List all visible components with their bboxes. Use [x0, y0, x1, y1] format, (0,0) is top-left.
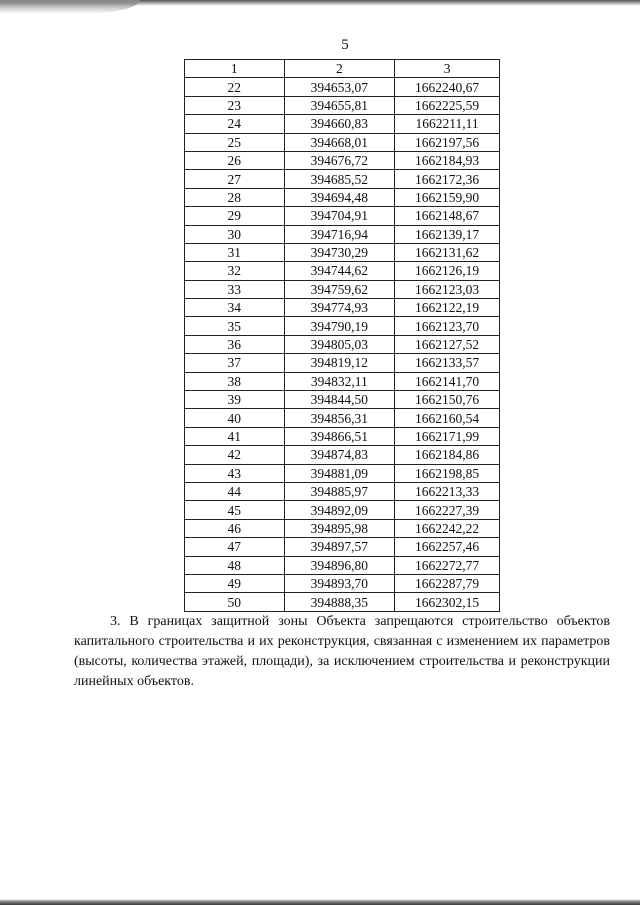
- x-coordinate-cell: 394888,35: [284, 593, 395, 611]
- restriction-paragraph: 3. В границах защитной зоны Объекта запрещаются строительство объектов капитального строительства и их реконструкция, связанная с изменением их параметров (высоты, количества этажей, площади), за исключением строительства и реконструкции линейных объектов.: [74, 614, 610, 689]
- y-coordinate-cell: 1662133,57: [395, 354, 500, 372]
- point-number-cell: 42: [185, 446, 285, 464]
- y-coordinate-cell: 1662184,93: [395, 151, 500, 169]
- table-row: [185, 115, 500, 133]
- point-number-cell: 48: [185, 556, 285, 574]
- x-coordinate-cell: 394874,83: [284, 446, 395, 464]
- y-coordinate-cell: 1662122,19: [395, 299, 500, 317]
- header-point-number: 1: [185, 60, 285, 78]
- point-number-cell: 40: [185, 409, 285, 427]
- table-row: [185, 391, 500, 409]
- y-coordinate-cell: 1662257,46: [395, 538, 500, 556]
- table-row: [185, 538, 500, 556]
- x-coordinate-cell: 394704,91: [284, 207, 395, 225]
- y-coordinate-cell: 1662287,79: [395, 574, 500, 592]
- point-number-cell: 22: [185, 78, 285, 96]
- point-number-cell: 39: [185, 391, 285, 409]
- table-row: [185, 427, 500, 445]
- y-coordinate-cell: 1662148,67: [395, 207, 500, 225]
- x-coordinate-cell: 394881,09: [284, 464, 395, 482]
- table-row: [185, 207, 500, 225]
- y-coordinate-cell: 1662126,19: [395, 262, 500, 280]
- x-coordinate-cell: 394685,52: [284, 170, 395, 188]
- y-coordinate-cell: 1662272,77: [395, 556, 500, 574]
- y-coordinate-cell: 1662240,67: [395, 78, 500, 96]
- x-coordinate-cell: 394856,31: [284, 409, 395, 427]
- table-row: [185, 574, 500, 592]
- point-number-cell: 31: [185, 243, 285, 261]
- y-coordinate-cell: 1662127,52: [395, 335, 500, 353]
- table-row: [185, 446, 500, 464]
- table-header-row: [185, 60, 500, 78]
- table-row: [185, 188, 500, 206]
- coordinates-table: [184, 59, 500, 612]
- point-number-cell: 26: [185, 151, 285, 169]
- x-coordinate-cell: 394832,11: [284, 372, 395, 390]
- x-coordinate-cell: 394774,93: [284, 299, 395, 317]
- x-coordinate-cell: 394744,62: [284, 262, 395, 280]
- x-coordinate-cell: 394892,09: [284, 501, 395, 519]
- point-number-cell: 47: [185, 538, 285, 556]
- table-row: [185, 409, 500, 427]
- table-row: [185, 96, 500, 114]
- table-row: [185, 464, 500, 482]
- point-number-cell: 43: [185, 464, 285, 482]
- x-coordinate-cell: 394893,70: [284, 574, 395, 592]
- x-coordinate-cell: 394730,29: [284, 243, 395, 261]
- x-coordinate-cell: 394653,07: [284, 78, 395, 96]
- point-number-cell: 50: [185, 593, 285, 611]
- x-coordinate-cell: 394668,01: [284, 133, 395, 151]
- x-coordinate-cell: 394896,80: [284, 556, 395, 574]
- table-body: [185, 78, 500, 611]
- point-number-cell: 35: [185, 317, 285, 335]
- point-number-cell: 38: [185, 372, 285, 390]
- table-row: [185, 133, 500, 151]
- scan-shadow-top-left: [0, 0, 140, 14]
- x-coordinate-cell: 394790,19: [284, 317, 395, 335]
- y-coordinate-cell: 1662184,86: [395, 446, 500, 464]
- y-coordinate-cell: 1662302,15: [395, 593, 500, 611]
- table-row: [185, 151, 500, 169]
- point-number-cell: 34: [185, 299, 285, 317]
- x-coordinate-cell: 394655,81: [284, 96, 395, 114]
- y-coordinate-cell: 1662139,17: [395, 225, 500, 243]
- point-number-cell: 30: [185, 225, 285, 243]
- point-number-cell: 33: [185, 280, 285, 298]
- table-row: [185, 354, 500, 372]
- table-row: [185, 317, 500, 335]
- x-coordinate-cell: 394844,50: [284, 391, 395, 409]
- point-number-cell: 36: [185, 335, 285, 353]
- point-number-cell: 27: [185, 170, 285, 188]
- point-number-cell: 28: [185, 188, 285, 206]
- scan-edge-bottom: [0, 899, 640, 905]
- point-number-cell: 49: [185, 574, 285, 592]
- y-coordinate-cell: 1662211,11: [395, 115, 500, 133]
- x-coordinate-cell: 394885,97: [284, 482, 395, 500]
- table-row: [185, 243, 500, 261]
- point-number-cell: 23: [185, 96, 285, 114]
- point-number-cell: 32: [185, 262, 285, 280]
- point-number-cell: 24: [185, 115, 285, 133]
- y-coordinate-cell: 1662150,76: [395, 391, 500, 409]
- table-row: [185, 299, 500, 317]
- x-coordinate-cell: 394895,98: [284, 519, 395, 537]
- table-row: [185, 519, 500, 537]
- point-number-cell: 46: [185, 519, 285, 537]
- table-row: [185, 78, 500, 96]
- x-coordinate-cell: 394897,57: [284, 538, 395, 556]
- y-coordinate-cell: 1662198,85: [395, 464, 500, 482]
- y-coordinate-cell: 1662227,39: [395, 501, 500, 519]
- point-number-cell: 37: [185, 354, 285, 372]
- y-coordinate-cell: 1662123,70: [395, 317, 500, 335]
- point-number-cell: 25: [185, 133, 285, 151]
- page-number: 5: [341, 37, 349, 53]
- x-coordinate-cell: 394759,62: [284, 280, 395, 298]
- y-coordinate-cell: 1662123,03: [395, 280, 500, 298]
- y-coordinate-cell: 1662131,62: [395, 243, 500, 261]
- y-coordinate-cell: 1662141,70: [395, 372, 500, 390]
- header-y-coordinate: 3: [395, 60, 500, 78]
- x-coordinate-cell: 394716,94: [284, 225, 395, 243]
- point-number-cell: 29: [185, 207, 285, 225]
- x-coordinate-cell: 394805,03: [284, 335, 395, 353]
- x-coordinate-cell: 394694,48: [284, 188, 395, 206]
- table-row: [185, 170, 500, 188]
- x-coordinate-cell: 394866,51: [284, 427, 395, 445]
- table-row: [185, 593, 500, 611]
- table-row: [185, 262, 500, 280]
- table-row: [185, 335, 500, 353]
- table-row: [185, 556, 500, 574]
- table-row: [185, 501, 500, 519]
- point-number-cell: 45: [185, 501, 285, 519]
- y-coordinate-cell: 1662213,33: [395, 482, 500, 500]
- point-number-cell: 41: [185, 427, 285, 445]
- x-coordinate-cell: 394676,72: [284, 151, 395, 169]
- table-row: [185, 225, 500, 243]
- header-x-coordinate: 2: [284, 60, 395, 78]
- y-coordinate-cell: 1662197,56: [395, 133, 500, 151]
- y-coordinate-cell: 1662160,54: [395, 409, 500, 427]
- y-coordinate-cell: 1662172,36: [395, 170, 500, 188]
- x-coordinate-cell: 394819,12: [284, 354, 395, 372]
- x-coordinate-cell: 394660,83: [284, 115, 395, 133]
- y-coordinate-cell: 1662242,22: [395, 519, 500, 537]
- y-coordinate-cell: 1662159,90: [395, 188, 500, 206]
- table-row: [185, 372, 500, 390]
- table-row: [185, 280, 500, 298]
- y-coordinate-cell: 1662225,59: [395, 96, 500, 114]
- table-row: [185, 482, 500, 500]
- y-coordinate-cell: 1662171,99: [395, 427, 500, 445]
- point-number-cell: 44: [185, 482, 285, 500]
